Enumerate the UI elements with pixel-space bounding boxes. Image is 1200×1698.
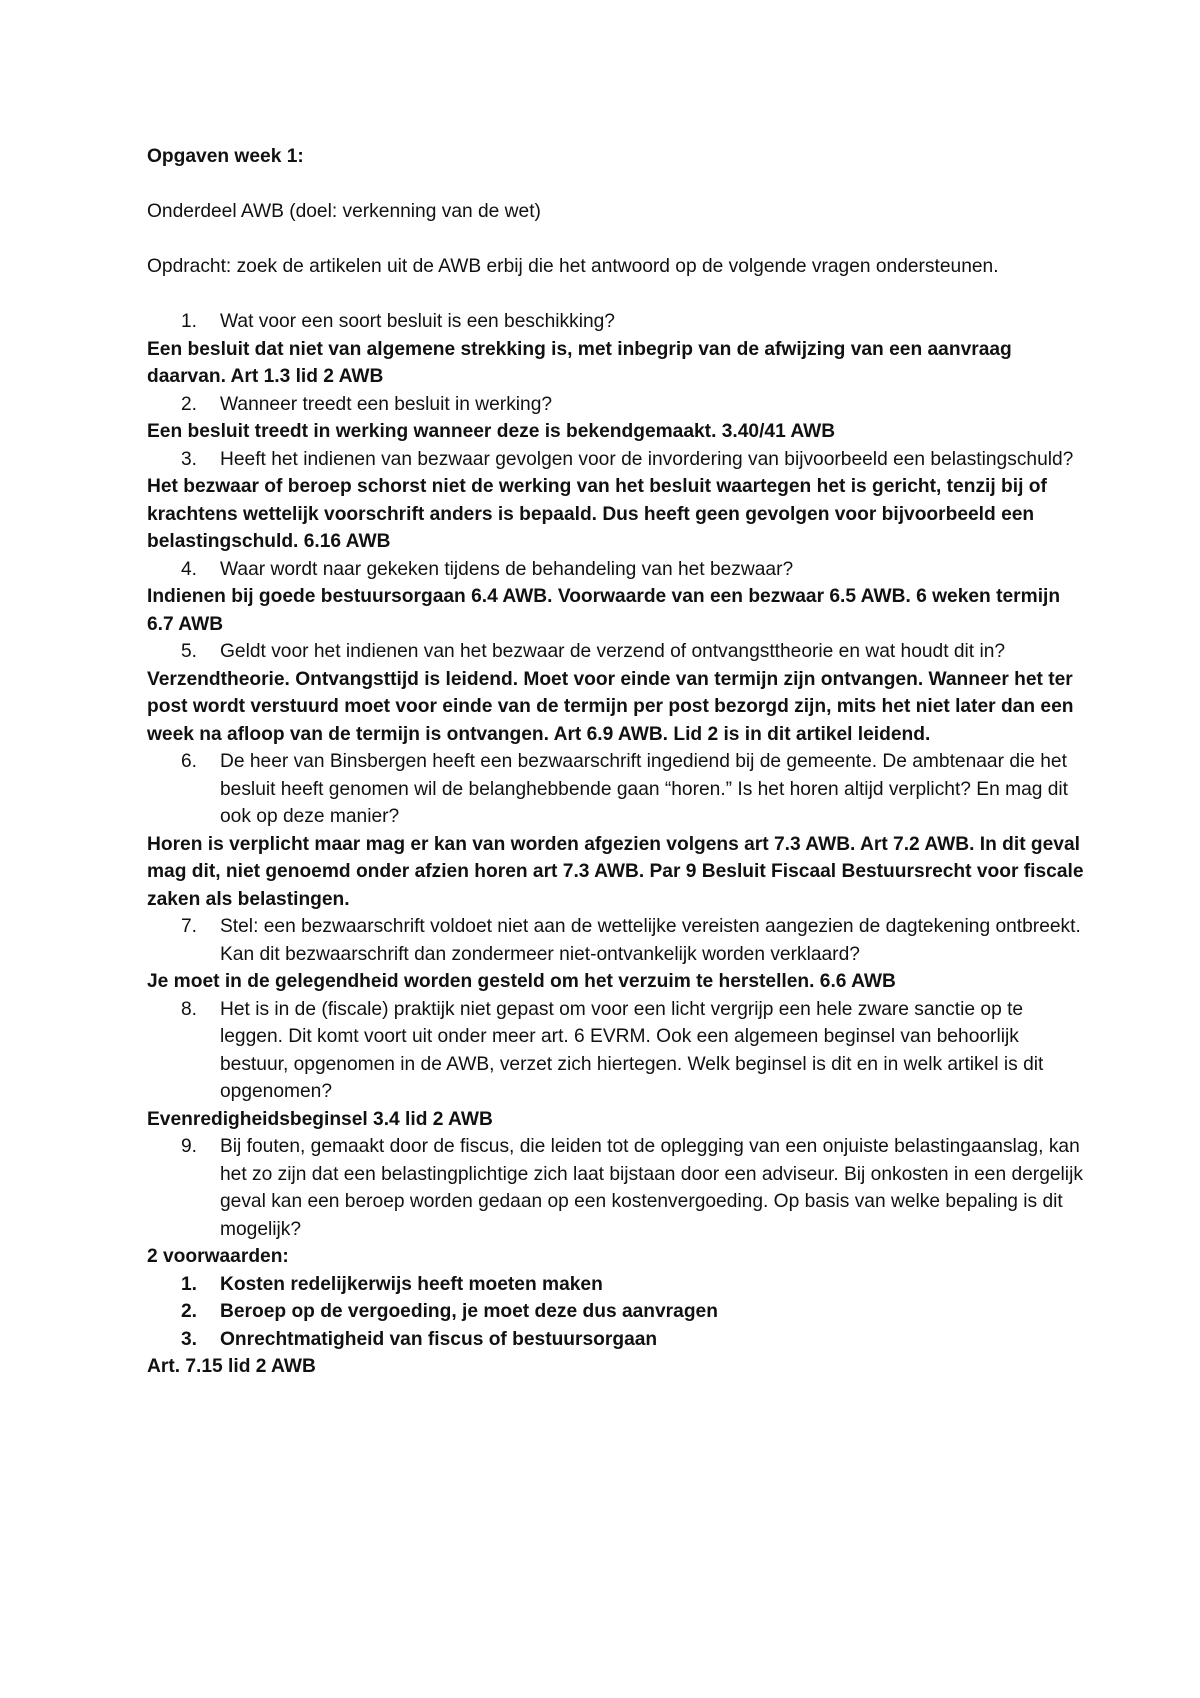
answer-text: Evenredigheidsbeginsel 3.4 lid 2 AWB (147, 1108, 493, 1130)
answer-text: Het bezwaar of beroep schorst niet de werking van het besluit waartegen het is gericht, tenzij bij of krachtens wettelijk voorschrift anders is bepaald. Dus heeft geen gevolgen voor bijvoorbeeld een belastingschuld. 6.16 AWB (147, 476, 1047, 552)
question-number: 4. (181, 558, 198, 580)
question-list (147, 308, 1087, 1381)
question-item (147, 446, 1087, 474)
answer-text: Een besluit dat niet van algemene strekking is, met inbegrip van de afwijzing van een aanvraag daarvan. Art 1.3 lid 2 AWB (147, 338, 1012, 387)
question-text: Het is in de (fiscale) praktijk niet gepast om voor een licht vergrijp een hele zware sanctie op te leggen. Dit komt voort uit onder meer art. 6 EVRM. Ook een algemeen beginsel van behoorlijk bestuur, opgenomen in de AWB, verzet zich hiertegen. Welk beginsel is dit en in welk artikel is dit opgenomen? (220, 998, 1044, 1102)
question-text: Stel: een bezwaarschrift voldoet niet aan de wettelijke vereisten aangezien de dagtekening ontbreekt. Kan dit bezwaarschrift dan zondermeer niet-ontvankelijk worden verklaard? (220, 916, 1081, 965)
condition-number: 3. (181, 1328, 198, 1350)
document-page (147, 143, 1087, 1381)
question-number: 5. (181, 641, 198, 662)
question-number: 3. (181, 448, 198, 470)
question-item (147, 308, 1087, 336)
question-number: 9. (181, 1136, 198, 1157)
question-item (147, 638, 1087, 666)
answer-text: Horen is verplicht maar mag er kan van worden afgezien volgens art 7.3 AWB. Art 7.2 AWB. In dit geval mag dit, niet genoemd onder afzien horen art 7.3 AWB. Par 9 Besluit Fiscaal Bestuursrecht voor fiscale zaken als belastingen. (147, 833, 1084, 910)
condition-text: Onrechtmatigheid van fiscus of bestuursorgaan (220, 1328, 658, 1350)
conditions-list (147, 1271, 1087, 1354)
condition-text: Kosten redelijkerwijs heeft moeten maken (220, 1273, 603, 1295)
question-text: De heer van Binsbergen heeft een bezwaarschrift ingediend bij de gemeente. De ambtenaar die het besluit heeft genomen wil de belanghebbende gaan “horen.” Is het horen altijd verplicht? En mag dit ook op deze manier? (220, 751, 1069, 827)
question-text: Geldt voor het indienen van het bezwaar de verzend of ontvangsttheorie en wat houdt dit in? (220, 641, 1006, 662)
question-text: Bij fouten, gemaakt door de fiscus, die leiden tot de oplegging van een onjuiste belastingaanslag, kan het zo zijn dat een belastingplichtige zich laat bijstaan door een adviseur. Bij onkosten in een dergelijk geval kan een beroep worden gedaan op een kostenvergoeding. Op basis van welke bepaling is dit mogelijk? (220, 1136, 1083, 1240)
question-item (147, 913, 1087, 968)
question-item (147, 996, 1087, 1106)
question-number: 2. (181, 393, 198, 415)
answer-text: Een besluit treedt in werking wanneer deze is bekendgemaakt. 3.40/41 AWB (147, 421, 836, 442)
question-text: Wanneer treedt een besluit in werking? (220, 393, 553, 415)
answer-text: 2 voorwaarden: (147, 1246, 289, 1267)
condition-item (147, 1326, 1087, 1354)
condition-item (147, 1298, 1087, 1326)
question-number: 1. (181, 311, 198, 332)
question-number: 7. (181, 916, 198, 937)
condition-number: 1. (181, 1273, 198, 1295)
question-number: 6. (181, 751, 198, 772)
answer-text: Verzendtheorie. Ontvangsttijd is leidend. Moet voor einde van termijn zijn ontvangen. Wanneer het ter post wordt verstuurd moet voor einde van de termijn per post bezorgd zijn, mits het niet later dan een week na afloop van de termijn is ontvangen. Art 6.9 AWB. Lid 2 is in dit artikel leidend. (147, 668, 1074, 745)
condition-text: Beroep op de vergoeding, je moet deze dus aanvragen (220, 1301, 718, 1322)
document-title: Opgaven week 1: (147, 146, 304, 167)
document-subtitle: Onderdeel AWB (doel: verkenning van de wet) (147, 201, 541, 222)
question-text: Wat voor een soort besluit is een beschikking? (220, 311, 615, 332)
condition-item (147, 1271, 1087, 1299)
question-item (147, 556, 1087, 584)
condition-number: 2. (181, 1301, 198, 1322)
question-text: Waar wordt naar gekeken tijdens de behandeling van het bezwaar? (220, 558, 794, 580)
question-item (147, 391, 1087, 419)
answer-text: Indienen bij goede bestuursorgaan 6.4 AWB. Voorwaarde van een bezwaar 6.5 AWB. 6 weken termijn 6.7 AWB (147, 586, 1061, 635)
question-text: Heeft het indienen van bezwaar gevolgen voor de invordering van bijvoorbeeld een belastingschuld? (220, 448, 1074, 470)
question-item (147, 748, 1087, 831)
closing-reference: Art. 7.15 lid 2 AWB (147, 1356, 316, 1377)
question-item (147, 1133, 1087, 1243)
answer-text: Je moet in de gelegendheid worden gesteld om het verzuim te herstellen. 6.6 AWB (147, 971, 896, 992)
assignment-instruction: Opdracht: zoek de artikelen uit de AWB erbij die het antwoord op de volgende vragen ondersteunen. (147, 256, 999, 277)
question-number: 8. (181, 998, 198, 1020)
